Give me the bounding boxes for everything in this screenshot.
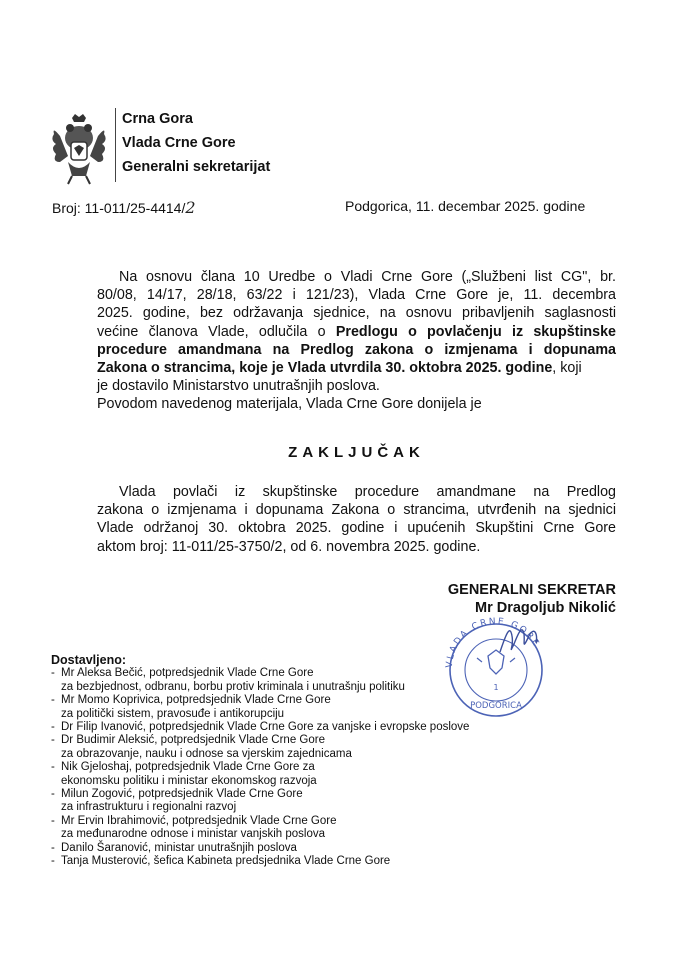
place-date: Podgorica, 11. decembar 2025. godine xyxy=(345,198,586,214)
intro-line-7: je dostavilo Ministarstvo unutrašnjih poslova. xyxy=(97,378,380,395)
reference-number xyxy=(52,198,196,217)
stamp-city: PODGORICA xyxy=(470,701,522,711)
intro-bold-3: Zakona o strancima, koje je Vlada utvrdila 30. oktobra 2025. godine xyxy=(97,360,553,377)
list-item: - Mr Aleksa Bečić, potpredsjednik Vlade Crne Gore xyxy=(51,667,314,680)
distribution-list xyxy=(51,654,571,869)
list-item: - Mr Ervin Ibrahimović, potpredsjednik Vlade Crne Gore xyxy=(51,814,337,827)
conclusion-line-1: Vlada povlači iz skupštinske procedure amandmane na Predlog xyxy=(119,484,616,500)
list-item-detail: ekonomsku politiku i ministar ekonomskog razvoja xyxy=(61,774,317,787)
reference-number-text: Broj: 11-011/25-4414/ xyxy=(52,200,186,216)
stamp-ring-text: VLADA CRNE GORE xyxy=(444,616,542,669)
intro-line-1: Na osnovu člana 10 Uredbe o Vladi Crne Gore („Službeni list CG", br. xyxy=(119,269,616,285)
conclusion-line-2: zakona o izmjenama i dopunama Zakona o strancima, utvrđenih na sjednici xyxy=(97,502,616,519)
povodom-line: Povodom navedenog materijala, Vlada Crne Gore donijela je xyxy=(97,396,482,413)
stamp-number: 1 xyxy=(493,683,499,692)
intro-line-6 xyxy=(97,359,616,377)
header-country: Crna Gora xyxy=(122,111,193,127)
header-divider xyxy=(115,108,116,182)
intro-tail-3: , koji xyxy=(552,360,582,377)
intro-line-4-text: većine članova Vlade, odlučila o xyxy=(97,323,326,340)
list-item: - Dr Budimir Aleksić, potpredsjednik Vlade Crne Gore xyxy=(51,734,325,747)
header-government: Vlada Crne Gore xyxy=(122,135,236,151)
intro-line-2: 80/08, 14/17, 28/18, 63/22 i 121/23), Vlada Crne Gore je, 11. decembra xyxy=(97,287,616,304)
intro-bold-1: Predlogu o povlačenju iz skupštinske xyxy=(335,323,616,340)
coat-of-arms-icon xyxy=(50,112,108,186)
list-item-detail: za infrastrukturu i regionalni razvoj xyxy=(61,801,237,814)
header-office: Generalni sekretarijat xyxy=(122,159,271,175)
conclusion-line-3: Vlade održanoj 30. oktobra 2025. godine i upućenih Skupštini Crne Gore xyxy=(97,520,616,537)
list-item: - Tanja Musterović, šefica Kabineta predsjednika Vlade Crne Gore xyxy=(51,855,391,868)
intro-bold-2: procedure amandmana na Predlog zakona o izmjenama i dopunama xyxy=(97,341,616,358)
handwritten-suffix: 2 xyxy=(185,198,196,217)
intro-paragraph xyxy=(97,268,616,414)
distribution-heading: Dostavljeno: xyxy=(51,653,127,667)
signature-name: Mr Dragoljub Nikolić xyxy=(475,600,616,616)
intro-line-3: 2025. godine, bez održavanja sjednice, na osnovu pribavljenih saglasnosti xyxy=(97,305,616,322)
list-item: - Nik Gjeloshaj, potpredsjednik Vlade Crne Gore za xyxy=(51,761,315,774)
list-item-detail: za obrazovanje, nauku i odnose sa vjerskim zajednicama xyxy=(61,747,352,760)
list-item: - Danilo Šaranović, ministar unutrašnjih poslova xyxy=(51,841,297,854)
conclusion-line-4: aktom broj: 11-011/25-3750/2, od 6. novembra 2025. godine. xyxy=(97,538,481,555)
list-item: - Milun Zogović, potpredsjednik Vlade Crne Gore xyxy=(51,788,303,801)
signature-role: GENERALNI SEKRETAR xyxy=(447,582,616,598)
intro-line-5 xyxy=(97,341,616,359)
conclusion-paragraph xyxy=(97,483,616,556)
document-title: ZAKLJUČAK xyxy=(288,444,425,461)
list-item-detail: za bezbjednost, odbranu, borbu protiv kriminala i unutrašnju politiku xyxy=(61,680,405,693)
list-item-detail: za međunarodne odnose i ministar vanjskih poslova xyxy=(61,828,326,841)
list-item: - Mr Momo Koprivica, potpredsjednik Vlade Crne Gore xyxy=(51,694,331,707)
intro-line-4 xyxy=(97,323,616,341)
list-item-detail: za politički sistem, pravosuđe i antikorupciju xyxy=(61,707,285,720)
list-item: - Dr Filip Ivanović, potpredsjednik Vlade Crne Gore za vanjske i evropske poslove xyxy=(51,721,470,734)
